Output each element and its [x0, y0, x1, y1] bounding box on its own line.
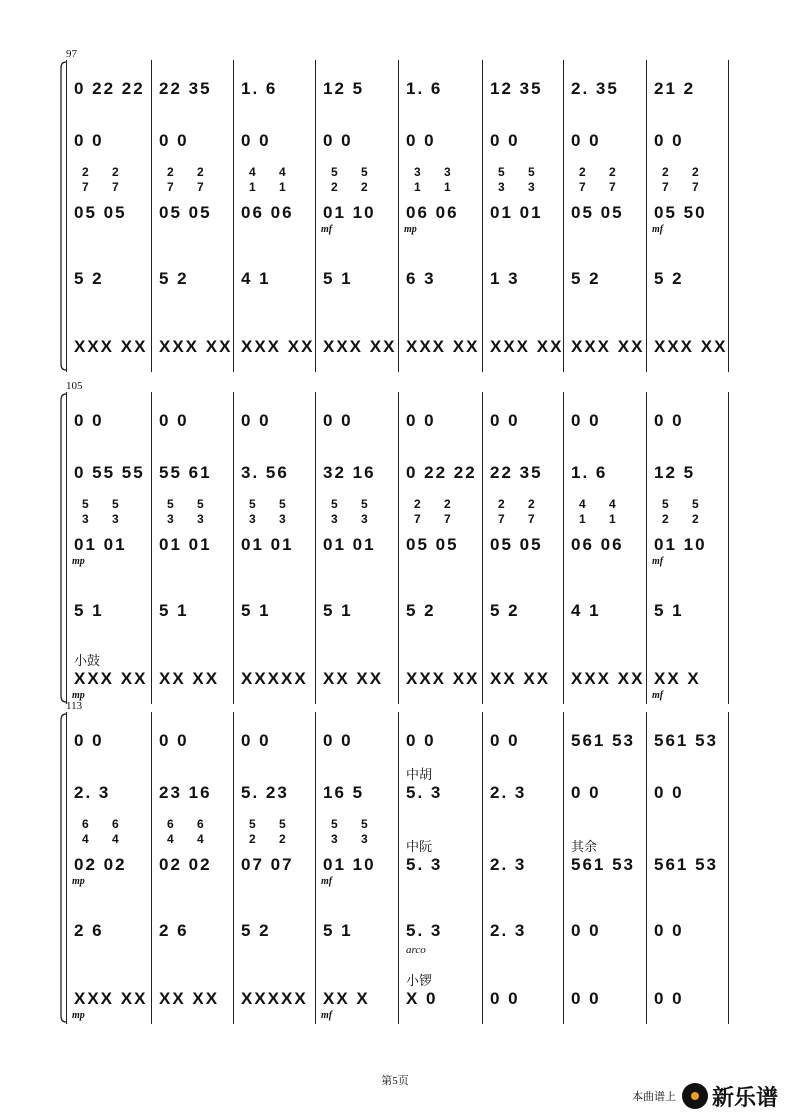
note-cell-s1: 0 0 — [406, 411, 436, 430]
measure-number: 105 — [66, 380, 83, 392]
measure-number: 97 — [66, 48, 77, 60]
note-cell-s5: XXX XX — [323, 337, 397, 356]
chord-middle-note: 1 1 — [414, 180, 461, 194]
note-cell-s3: 01 10 — [323, 203, 376, 222]
dynamic-marking: mp — [72, 1010, 85, 1021]
note-cell-s2: 32 16 — [323, 463, 376, 482]
barline — [398, 392, 399, 704]
note-cell-s1: 561 53 — [654, 731, 718, 750]
chord-upper-note: 5 5 — [331, 817, 378, 831]
chord-upper-note: 5 5 — [331, 165, 378, 179]
note-cell-s1: 0 0 — [241, 731, 271, 750]
dynamic-marking: mf — [652, 690, 664, 701]
chord-upper-note: 4 4 — [579, 497, 626, 511]
note-cell-s4: 5 2 — [571, 269, 601, 288]
note-cell-s2: 23 16 — [159, 783, 212, 802]
note-cell-s2: 0 0 — [571, 131, 601, 150]
note-cell-s4: 5 1 — [159, 601, 189, 620]
note-cell-s4: 5 1 — [241, 601, 271, 620]
chord-middle-note: 7 7 — [579, 180, 626, 194]
barline — [728, 712, 729, 1024]
note-cell-s3: 01 01 — [241, 535, 294, 554]
dynamic-marking: mp — [72, 690, 85, 701]
note-cell-s1: 21 2 — [654, 79, 696, 98]
note-cell-s3: 02 02 — [159, 855, 212, 874]
barline — [66, 60, 67, 372]
dynamic-marking: mf — [652, 556, 664, 567]
chord-upper-note: 6 6 — [167, 817, 214, 831]
note-cell-s4: 1 3 — [490, 269, 520, 288]
note-cell-s4: 5 2 — [159, 269, 189, 288]
chord-upper-note: 3 3 — [414, 165, 461, 179]
chord-middle-note: 3 3 — [249, 512, 296, 526]
barline — [315, 60, 316, 372]
note-cell-s1: 12 35 — [490, 79, 543, 98]
note-cell-s3: 05 05 — [571, 203, 624, 222]
note-cell-s2: 22 35 — [490, 463, 543, 482]
note-cell-s1: 0 0 — [571, 411, 601, 430]
note-cell-s5: XXX XX — [571, 337, 645, 356]
note-cell-s5: XXX XX — [241, 337, 315, 356]
note-cell-s2: 5. 3 — [406, 783, 443, 802]
barline — [646, 712, 647, 1024]
barline — [398, 712, 399, 1024]
site-watermark — [632, 1081, 778, 1111]
note-cell-s4: 5. 3 — [406, 921, 443, 940]
note-cell-s4: 6 3 — [406, 269, 436, 288]
note-cell-s2: 3. 56 — [241, 463, 289, 482]
note-cell-s2: 0 0 — [654, 131, 684, 150]
note-cell-s1: 0 0 — [490, 731, 520, 750]
barline — [482, 392, 483, 704]
chord-middle-note: 2 2 — [331, 180, 378, 194]
note-cell-s4: 5 1 — [323, 269, 353, 288]
chord-upper-note: 5 5 — [331, 497, 378, 511]
chord-middle-note: 3 3 — [331, 512, 378, 526]
note-cell-s4: 2. 3 — [490, 921, 527, 940]
note-cell-s4: 5 1 — [323, 601, 353, 620]
note-cell-s5: XXX XX — [74, 337, 148, 356]
barline — [563, 392, 564, 704]
note-cell-s4: 0 0 — [571, 921, 601, 940]
note-cell-s4: 4 1 — [571, 601, 601, 620]
note-cell-s2: 0 0 — [241, 131, 271, 150]
note-cell-s3: 05 05 — [159, 203, 212, 222]
note-cell-s5: XX XX — [159, 989, 220, 1008]
note-cell-s4: 2 6 — [159, 921, 189, 940]
note-cell-s4: 5 2 — [654, 269, 684, 288]
note-cell-s4: 0 0 — [654, 921, 684, 940]
note-cell-s3: 05 05 — [490, 535, 543, 554]
note-cell-s3: 2. 3 — [490, 855, 527, 874]
note-cell-s5: XX XX — [159, 669, 220, 688]
note-cell-s2: 0 0 — [159, 131, 189, 150]
note-cell-s5: XX X — [654, 669, 701, 688]
chord-upper-note: 5 5 — [167, 497, 214, 511]
note-cell-s1: 0 0 — [159, 731, 189, 750]
note-cell-s4: 5 2 — [406, 601, 436, 620]
chord-upper-note: 6 6 — [82, 817, 129, 831]
dynamic-marking: mf — [652, 224, 664, 235]
barline — [646, 392, 647, 704]
note-cell-s5: XX XX — [490, 669, 551, 688]
note-cell-s4: 2 6 — [74, 921, 104, 940]
note-cell-s5: XXX XX — [74, 669, 148, 688]
chord-middle-note: 7 7 — [82, 180, 129, 194]
chord-middle-note: 7 7 — [662, 180, 709, 194]
barline — [728, 60, 729, 372]
barline — [66, 712, 67, 1024]
note-cell-s1: 561 53 — [571, 731, 635, 750]
note-cell-s2: 0 0 — [490, 131, 520, 150]
dynamic-marking: mp — [72, 556, 85, 567]
chord-middle-note: 3 3 — [331, 832, 378, 846]
chord-upper-note: 5 5 — [249, 497, 296, 511]
note-cell-s3: 06 06 — [241, 203, 294, 222]
measure-number: 113 — [66, 700, 83, 712]
note-cell-s3: 01 10 — [323, 855, 376, 874]
note-cell-s4: 5 1 — [323, 921, 353, 940]
note-cell-s5: XXX XX — [406, 669, 480, 688]
note-cell-s3: 06 06 — [406, 203, 459, 222]
chord-middle-note: 3 3 — [82, 512, 129, 526]
note-cell-s1: 2. 35 — [571, 79, 619, 98]
barline — [233, 712, 234, 1024]
dynamic-marking: mf — [321, 1010, 333, 1021]
barline — [563, 60, 564, 372]
note-cell-s5: 0 0 — [490, 989, 520, 1008]
note-cell-s5: 0 0 — [654, 989, 684, 1008]
instrument-label: 小鼓 — [74, 654, 101, 669]
note-cell-s5: XXX XX — [406, 337, 480, 356]
dynamic-marking: mf — [321, 876, 333, 887]
arco-marking: arco — [406, 944, 426, 956]
note-cell-s2: 0 0 — [654, 783, 684, 802]
note-cell-s5: XX X — [323, 989, 370, 1008]
note-cell-s3: 561 53 — [571, 855, 635, 874]
chord-upper-note: 4 4 — [249, 165, 296, 179]
note-cell-s1: 0 0 — [654, 411, 684, 430]
note-cell-s5: XXX XX — [571, 669, 645, 688]
note-cell-s3: 05 05 — [74, 203, 127, 222]
chord-upper-note: 2 2 — [498, 497, 545, 511]
barline — [563, 712, 564, 1024]
watermark-prefix: 本曲谱上 — [631, 1090, 676, 1103]
barline — [315, 712, 316, 1024]
note-cell-s3: 5. 3 — [406, 855, 443, 874]
note-cell-s2: 2. 3 — [490, 783, 527, 802]
note-cell-s4: 5 1 — [654, 601, 684, 620]
chord-middle-note: 4 4 — [82, 832, 129, 846]
note-cell-s3: 02 02 — [74, 855, 127, 874]
note-cell-s3: 01 01 — [490, 203, 543, 222]
record-disc-icon — [682, 1083, 708, 1109]
note-cell-s5: XXX XX — [654, 337, 728, 356]
chord-middle-note: 1 1 — [249, 180, 296, 194]
note-cell-s2: 0 0 — [74, 131, 104, 150]
note-cell-s1: 0 0 — [74, 731, 104, 750]
note-cell-s2: 0 0 — [406, 131, 436, 150]
barline — [233, 392, 234, 704]
barline — [728, 392, 729, 704]
note-cell-s4: 5 2 — [490, 601, 520, 620]
chord-upper-note: 5 5 — [498, 165, 545, 179]
barline — [482, 712, 483, 1024]
barline — [482, 60, 483, 372]
note-cell-s1: 22 35 — [159, 79, 212, 98]
watermark-brand: 新乐谱 — [711, 1085, 778, 1111]
barline — [151, 392, 152, 704]
dynamic-marking: mf — [321, 224, 333, 235]
note-cell-s2: 0 55 55 — [74, 463, 145, 482]
chord-middle-note: 2 2 — [662, 512, 709, 526]
note-cell-s1: 0 0 — [241, 411, 271, 430]
chord-middle-note: 4 4 — [167, 832, 214, 846]
barline — [398, 60, 399, 372]
barline — [315, 392, 316, 704]
barline — [646, 60, 647, 372]
chord-middle-note: 1 1 — [579, 512, 626, 526]
note-cell-s5: XXX XX — [159, 337, 233, 356]
note-cell-s2: 0 0 — [571, 783, 601, 802]
instrument-label: 中胡 — [406, 768, 433, 783]
note-cell-s1: 1. 6 — [241, 79, 278, 98]
note-cell-s5: XXXXX — [241, 669, 308, 688]
note-cell-s5: XX XX — [323, 669, 384, 688]
note-cell-s2: 1. 6 — [571, 463, 608, 482]
note-cell-s4: 5 1 — [74, 601, 104, 620]
note-cell-s3: 07 07 — [241, 855, 294, 874]
chord-middle-note: 7 7 — [414, 512, 461, 526]
note-cell-s5: X 0 — [406, 989, 438, 1008]
dynamic-marking: mp — [404, 224, 417, 235]
note-cell-s2: 0 22 22 — [406, 463, 477, 482]
barline — [151, 60, 152, 372]
chord-upper-note: 2 2 — [167, 165, 214, 179]
note-cell-s2: 55 61 — [159, 463, 212, 482]
chord-middle-note: 3 3 — [498, 180, 545, 194]
note-cell-s3: 561 53 — [654, 855, 718, 874]
page-number: 第5页 — [381, 1075, 409, 1087]
note-cell-s5: XXX XX — [490, 337, 564, 356]
chord-upper-note: 5 5 — [662, 497, 709, 511]
note-cell-s3: 05 05 — [406, 535, 459, 554]
note-cell-s4: 5 2 — [241, 921, 271, 940]
note-cell-s1: 0 0 — [159, 411, 189, 430]
note-cell-s1: 0 0 — [74, 411, 104, 430]
note-cell-s5: 0 0 — [571, 989, 601, 1008]
note-cell-s5: XXXXX — [241, 989, 308, 1008]
note-cell-s4: 4 1 — [241, 269, 271, 288]
barline — [233, 60, 234, 372]
chord-upper-note: 5 5 — [82, 497, 129, 511]
instrument-label: 中阮 — [406, 840, 433, 855]
note-cell-s1: 12 5 — [323, 79, 365, 98]
chord-upper-note: 2 2 — [662, 165, 709, 179]
note-cell-s2: 2. 3 — [74, 783, 111, 802]
note-cell-s1: 0 22 22 — [74, 79, 145, 98]
chord-middle-note: 7 7 — [167, 180, 214, 194]
chord-middle-note: 2 2 — [249, 832, 296, 846]
note-cell-s3: 01 01 — [159, 535, 212, 554]
note-cell-s3: 06 06 — [571, 535, 624, 554]
barline — [151, 712, 152, 1024]
chord-middle-note: 3 3 — [167, 512, 214, 526]
note-cell-s1: 0 0 — [323, 411, 353, 430]
note-cell-s3: 01 01 — [74, 535, 127, 554]
note-cell-s1: 0 0 — [406, 731, 436, 750]
note-cell-s1: 1. 6 — [406, 79, 443, 98]
barline — [66, 392, 67, 704]
note-cell-s2: 12 5 — [654, 463, 696, 482]
note-cell-s3: 05 50 — [654, 203, 707, 222]
chord-upper-note: 2 2 — [414, 497, 461, 511]
chord-middle-note: 7 7 — [498, 512, 545, 526]
note-cell-s3: 01 10 — [654, 535, 707, 554]
instrument-label: 小锣 — [406, 974, 433, 989]
note-cell-s1: 0 0 — [323, 731, 353, 750]
note-cell-s2: 16 5 — [323, 783, 365, 802]
chord-upper-note: 2 2 — [579, 165, 626, 179]
note-cell-s2: 0 0 — [323, 131, 353, 150]
note-cell-s1: 0 0 — [490, 411, 520, 430]
note-cell-s4: 5 2 — [74, 269, 104, 288]
dynamic-marking: mp — [72, 876, 85, 887]
note-cell-s3: 01 01 — [323, 535, 376, 554]
note-cell-s2: 5. 23 — [241, 783, 289, 802]
chord-upper-note: 5 5 — [249, 817, 296, 831]
note-cell-s5: XXX XX — [74, 989, 148, 1008]
instrument-label: 其余 — [571, 840, 598, 855]
chord-upper-note: 2 2 — [82, 165, 129, 179]
